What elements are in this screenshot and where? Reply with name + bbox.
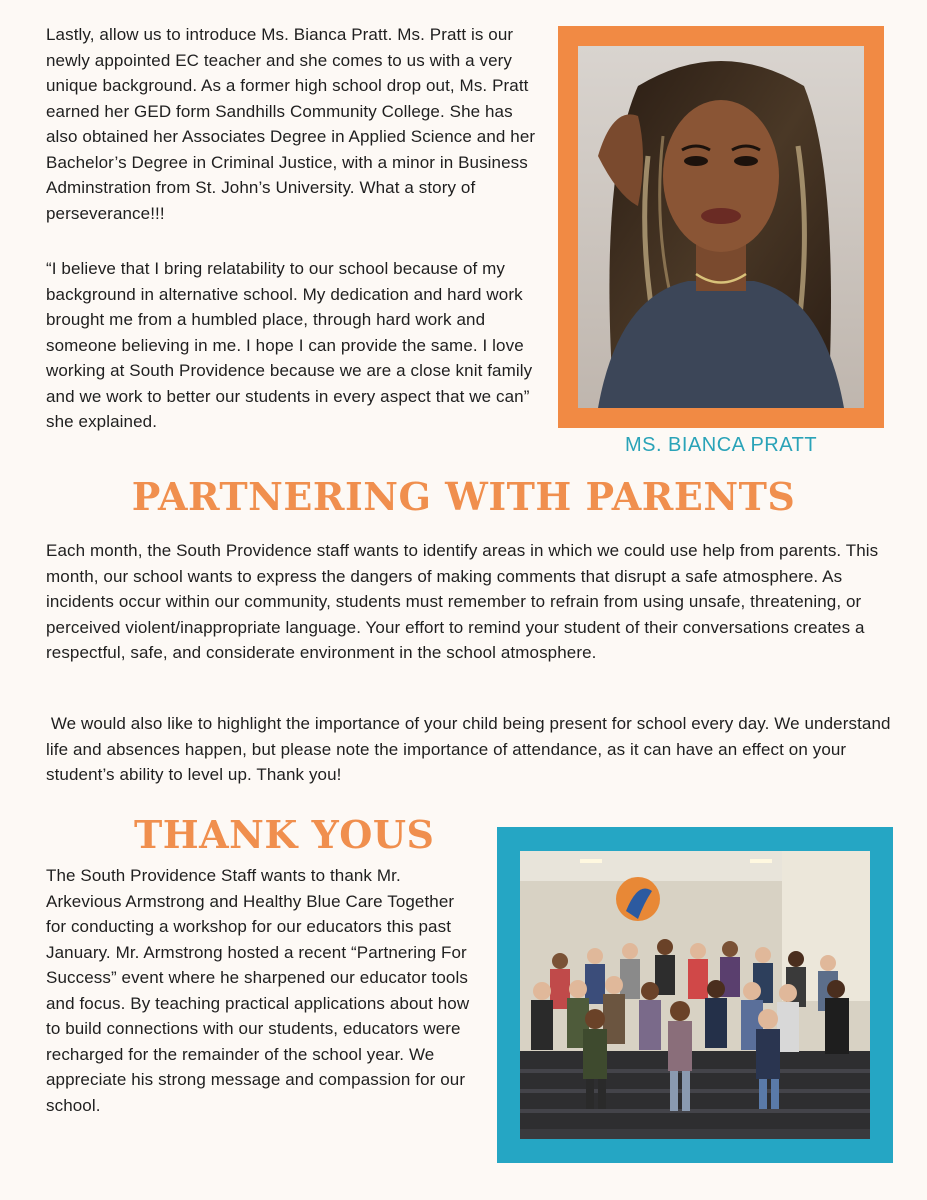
pratt-photo-frame [558, 26, 884, 428]
pratt-portrait-image [578, 46, 864, 408]
partnering-paragraph-1: Each month, the South Providence staff wants to identify areas in which we could use help from parents. This month, our school wants to express the dangers of making comments that disrupt a safe atmosphere. As incidents occur within our community, students must remember to refrain from using unsafe, threatening, or perceived violent/inappropriate language. Your effort to remind your student of their conversations creates a respectful, safe, and considerate environment in the school atmosphere. [46, 541, 879, 662]
pratt-quote-paragraph: “I believe that I bring relatability to our school because of my background in alternative school. My dedication and hard work brought me from a humbled place, through hard work and someone believing in me. I hope I can provide the same. I love working at South Providence because we are a close knit family and we work to better our students in every aspect that we can” she explained. [46, 259, 533, 431]
partnering-heading: PARTNERING WITH PARENTS [131, 474, 796, 519]
intro-paragraph: Lastly, allow us to introduce Ms. Bianca Pratt. Ms. Pratt is our newly appointed EC teacher and she comes to us with a very unique background. As a former high school drop out, Ms. Pratt earned her GED form Sandhills Community College. She has also obtained her Associates Degree in Applied Science and her Bachelor’s Degree in Criminal Justice, with a minor in Business Adminstration from St. John’s University. What a story of perseverance!!! [46, 25, 536, 223]
group-photo-frame [497, 827, 893, 1163]
pratt-photo-caption: MS. BIANCA PRATT [624, 434, 818, 456]
partnering-paragraph-2: We would also like to highlight the importance of your child being present for school every day. We understand life and absences happen, but please note the importance of attendance, as it can have an effect on your student’s ability to level up. Thank you! [46, 714, 896, 784]
thank-yous-paragraph: The South Providence Staff wants to thank Mr. Arkevious Armstrong and Healthy Blue Care Together for conducting a workshop for our educators this past January. Mr. Armstrong hosted a recent “Partnering For Success” event where he sharpened our educator tools and focus. By teaching practical applications about how to build connections with our students, educators were recharged for the remainder of the school year. We appreciate his strong message and compassion for our school. [46, 866, 470, 1115]
thank-yous-heading: THANK YOUS [134, 812, 435, 857]
staff-group-photo [520, 851, 870, 1139]
